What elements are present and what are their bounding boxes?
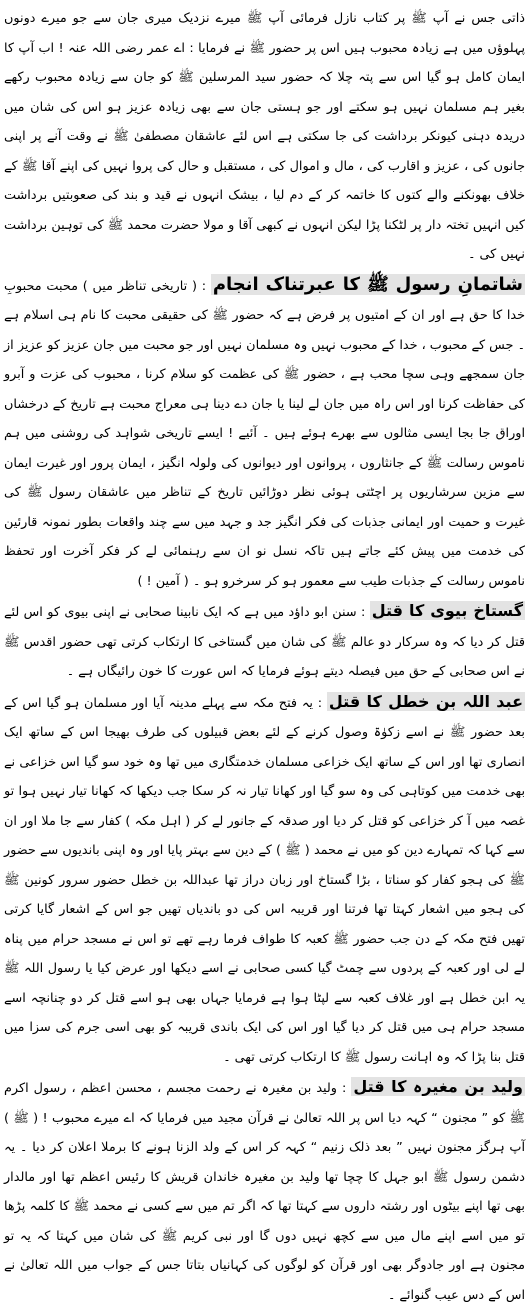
section-ibn-khatal: [4, 687, 525, 1073]
section-text-shatiman: : ( تاریخی تناظر میں ) محبت محبوبِ خدا کا حق ہے اور ان کے امتیوں پر فرض ہے کہ حضور ﷺ کی حقیقی محبت کا نام ہی اسلام ہے ۔ جس کے محبوب ، خدا کے محبوب نہیں وہ مسلمان نہیں اور جو محبت میں جان عزیز کو عزیز از جان سمجھے وہی سچا محب ہے ، حضور ﷺ کی عظمت کو سلام کرنا ، محبوب کی عزت و آبرو کی حفاظت کرنا اور اس راہ میں جان لے لینا یا جان دے دینا ہی معراج محبت ہے تاریخ کے درخشاں اوراق جا بجا ایسی مثالوں سے بھرے ہوئے ہیں ۔ آئیے ! ایسے تاریخی شواہد کی روشنی میں ہم ناموس رسالت ﷺ کے جانثاروں ، پروانوں اور دیوانوں کی ولولہ انگیز ، ایمان پرور اور غیرت ایمان سے مزین سرشاریوں پر اچٹتی ہوئی نظر دوڑائیں تاریخ کے تناظر میں عاشقان رسول ﷺ کی غیرت و حمیت اور ایمانی جذبات کی فکر انگیز جد و جہد میں سے چند واقعات بطور نمونہ قارئین کی خدمت میں پیش کئے جاتے ہیں تاکہ نسل نو ان سے رہنمائی لے کر فکر آخرت اور تحفظ ناموس رسالت کے جذبات طیب سے معمور ہو کر سرخرو ہو ۔ ( آمین ! ): [4, 278, 525, 589]
intro-paragraph: ذاتی جس نے آپ ﷺ پر کتاب نازل فرمائی آپ ﷺ میرے نزدیک میری جان سے جو میرے دونوں پہلوؤں میں ہے زیادہ محبوب ہیں اس پر حضور ﷺ نے فرمایا : اے عمر رضی اللہ عنہ ! اب آپ کا ایمان کامل ہو گیا اس سے پتہ چلا کہ حضور سید المرسلین ﷺ کو جان سے زیادہ محبوب رکھے بغیر ہم مسلمان نہیں ہو سکتے اور جو ہستی جان سے بھی زیادہ عزیز ہو اس کی شان میں دریدہ دہنی کیونکر برداشت کی جا سکتی ہے اس لئے عاشقان مصطفیٰ ﷺ نے وقت آنے پر اپنی جانوں کی ، عزیز و اقارب کی ، مال و اموال کی ، مستقبل و حال کی پروا نہیں کی اپنے آقا ﷺ کے خلاف بھونکنے والے کتوں کا خاتمہ کر کے دم لیا ، بیشک انہوں نے قید و بند کی صعوبتیں برداشت کیں انہیں تختہ دار پر لٹکنا پڑا لیکن انہوں نے کبھی آقا و مولا حضرت محمد ﷺ کی توہین برداشت نہیں کی ۔: [4, 11, 525, 262]
section-text-ibn-khatal: : یہ فتح مکہ سے پہلے مدینہ آیا اور مسلمان ہو گیا اس کے بعد حضور ﷺ نے اسے زکوٰۃ وصول کرنے کے لئے بعض قبیلوں کی طرف بھیجا اس کے ساتھ ایک انصاری تھا اور اس کے ساتھ ایک خزاعی مسلمان خدمتگاری میں تھا وہ خود سو گیا اس خزاعی نے بھی خدمت میں کوتاہی کی وہ سو گیا اور کھانا تیار نہ کر سکا جب دیکھا کہ کھانا تیار نہیں ہوا تو غصہ میں آ کر خزاعی کو قتل کر دیا اور صدقہ کے جانور لے کر ( اہل مکہ ) کفار سے جا ملا اور ان سے کہا کہ تمہارے دین کو میں نے محمد ( ﷺ ) کے دین سے بہتر پایا اور وہ اپنی باندیوں سے حضور ﷺ کی ہجو کفار کو سناتا ، بڑا گستاخ اور زبان دراز تھا عبداللہ بن خطل حضور سرور کونین ﷺ کی ہجو میں اشعار کہتا تھا فرتنا اور قریبہ اس کی دو باندیاں تھیں جو اس کے اشعار گایا کرتی تھیں فتح مکہ کے دن جب حضور ﷺ کعبہ کا طواف فرما رہے تھے تو اس نے مسجد حرام میں پناہ لے لی اور کعبہ کے پردوں سے چمٹ گیا کسی صحابی نے اسے دیکھا اور عرض کیا یا رسول اللہ ﷺ یہ ابن خطل ہے اور غلاف کعبہ سے لپٹا ہوا ہے فرمایا جہاں بھی ہو اسے قتل کر دو چنانچہ اسے مسجد حرام ہی میں قتل کر دیا گیا اور اس کی ایک باندی قریبہ کو بھی اسی جرم کی سزا میں قتل بنا پڑا کہ وہ اہانت رسول ﷺ کا ارتکاب کرتی تھی ۔: [4, 695, 525, 1065]
section-heading-walid-bin-mughira: ولید بن مغیرہ کا قتل: [353, 1077, 523, 1096]
section-text-gustakh-biwi: : سنن ابو داؤد میں ہے کہ ایک نابینا صحابی نے اپنی بیوی کو اس لئے قتل کر دیا کہ وہ سرکار دو عالم ﷺ کی شان میں گستاخی کا ارتکاب کرتی تھی حضور اقدس ﷺ نے اس صحابی کے حق میں فیصلہ دیتے ہوئے فرمایا کہ اس عورت کا خون رائیگاں ہے ۔: [4, 605, 525, 679]
section-heading-ibn-khatal: عبد اللہ بن خطل کا قتل: [328, 691, 524, 711]
section-text-walid-bin-mughira: : ولید بن مغیرہ نے رحمت مجسم ، محسن اعظم ، رسول اکرم ﷺ کو ” مجنون “ کہہ دیا اس پر اللہ تعالیٰ نے قرآن مجید میں فرمایا کہ اے میرے محبوب ! ( ﷺ ) آپ ہرگز مجنون نہیں ” بعد ذلک زنیم “ کہہ کر اس کے ولد الزنا ہونے کا برملا اعلان کر دیا ۔ یہ دشمن رسول ﷺ ابو جہل کا چچا تھا ولید بن مغیرہ خاندان قریش کا رئیس اعظم تھا اور مالدار بھی تھا اپنے بیٹوں اور رشتہ داروں سے کہتا تھا کہ اگر تم میں سے کسی نے محمد ﷺ کا کلمہ پڑھا تو میں اسے اپنے مال میں سے کچھ نہیں دوں گا اور نبی کریم ﷺ کی شان میں کہتا کہ یہ تو مجنون ہے اور جادوگر بھی اور قرآن کو لوگوں کی کہانیاں بتاتا جس کے جواب میں اللہ تعالیٰ نے اس کے دس عیب گنوائے ۔: [4, 1081, 525, 1303]
section-heading-gustakh-biwi: گستاخ بیوی کا قتل: [371, 601, 524, 620]
section-heading-shatiman: شاتمانِ رسول ﷺ کا عبرتناک انجام: [212, 273, 523, 295]
section-shatiman: [4, 270, 525, 597]
section-gustakh-biwi: [4, 596, 525, 687]
section-walid-bin-mughira: [4, 1072, 525, 1310]
